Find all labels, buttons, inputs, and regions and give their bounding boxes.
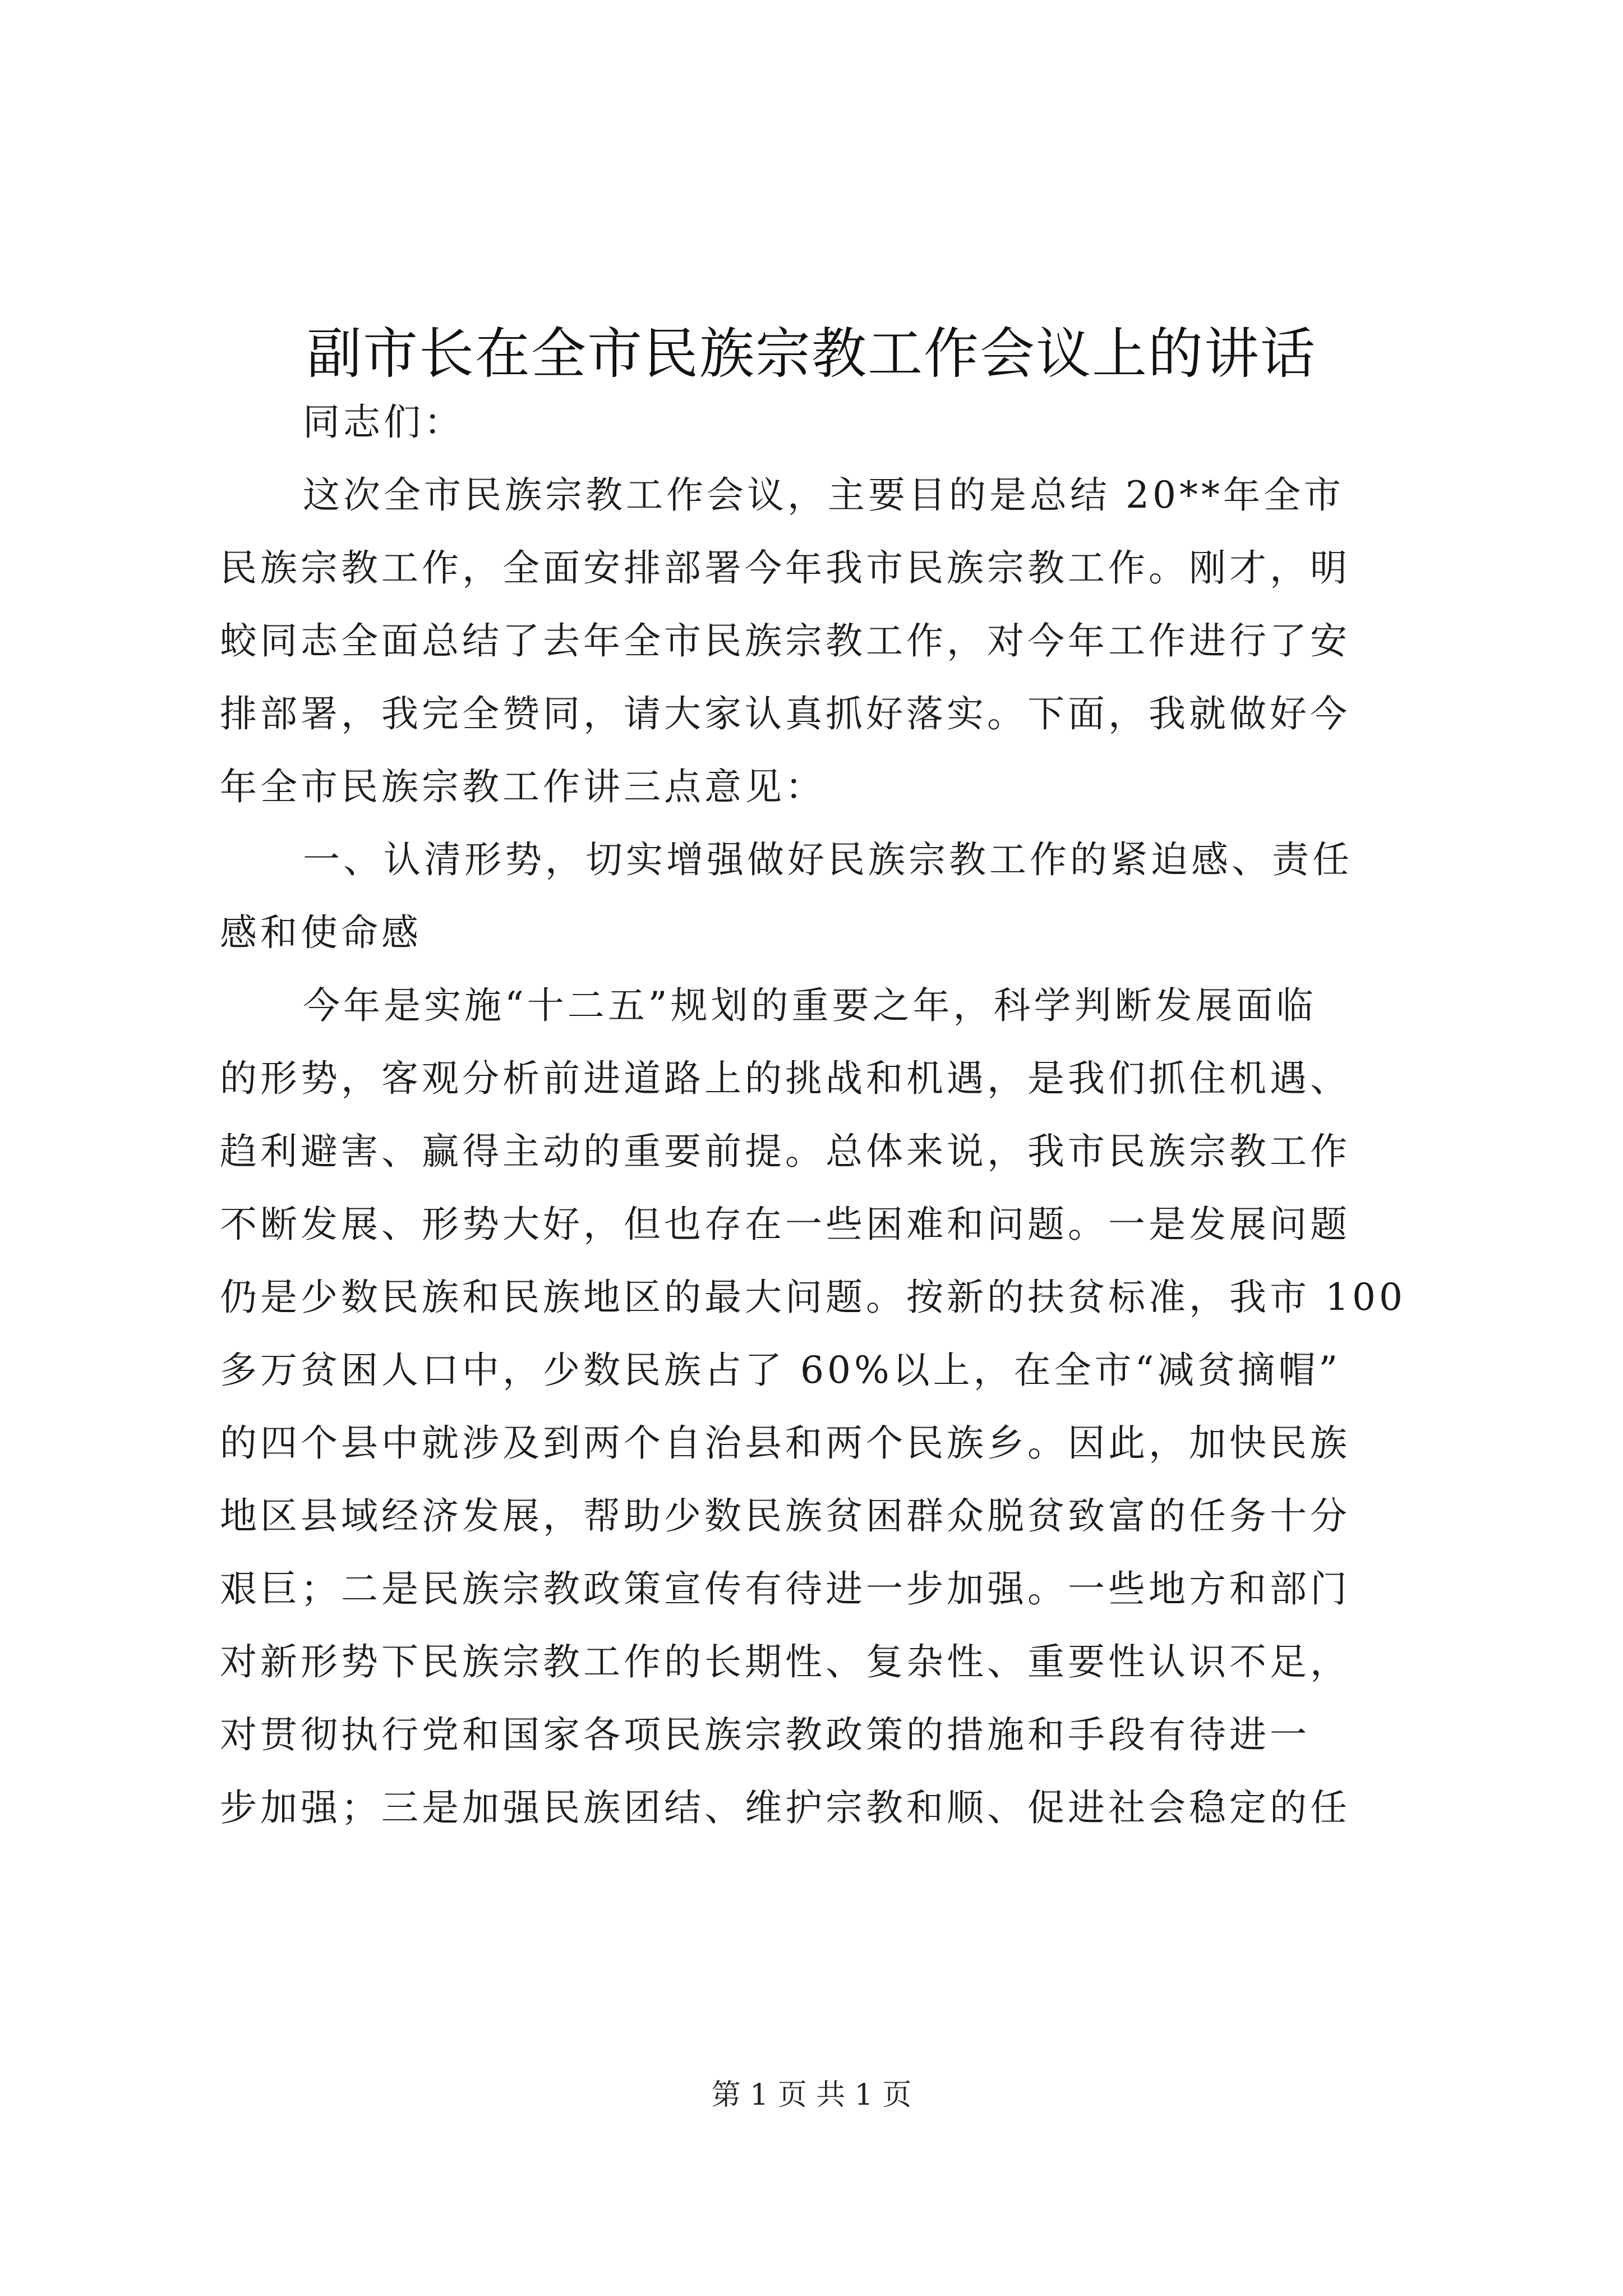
text-line: 一、认清形势，切实增强做好民族宗教工作的紧迫感、责任 bbox=[303, 838, 1353, 881]
text-line: 地区县域经济发展，帮助少数民族贫困群众脱贫致富的任务十分 bbox=[220, 1494, 1350, 1538]
text-line: 仍是少数民族和民族地区的最大问题。按新的扶贫标准，我市 100 bbox=[220, 1276, 1406, 1319]
text-line: 对新形势下民族宗教工作的长期性、复杂性、重要性认识不足， bbox=[220, 1640, 1350, 1683]
text-line: 步加强；三是加强民族团结、维护宗教和顺、促进社会稳定的任 bbox=[220, 1786, 1350, 1829]
text-line: 同志们： bbox=[303, 401, 464, 444]
text-line: 感和使命感 bbox=[220, 911, 422, 954]
document-title: 副市长在全市民族宗教工作会议上的讲话 bbox=[306, 321, 1316, 386]
text-line: 的形势，客观分析前进道路上的挑战和机遇，是我们抓住机遇、 bbox=[220, 1057, 1350, 1100]
document-body bbox=[220, 386, 1408, 1844]
page-footer: 第 1 页 共 1 页 bbox=[711, 2078, 912, 2112]
text-line: 排部署，我完全赞同，请大家认真抓好落实。下面，我就做好今 bbox=[220, 692, 1350, 735]
text-line: 对贯彻执行党和国家各项民族宗教政策的措施和手段有待进一 bbox=[220, 1713, 1310, 1756]
text-line: 今年是实施“十二五”规划的重要之年，科学判断发展面临 bbox=[303, 984, 1317, 1027]
text-line: 艰巨；二是民族宗教政策宣传有待进一步加强。一些地方和部门 bbox=[220, 1567, 1350, 1611]
text-line: 蛟同志全面总结了去年全市民族宗教工作，对今年工作进行了安 bbox=[220, 619, 1350, 662]
text-line: 趋利避害、赢得主动的重要前提。总体来说，我市民族宗教工作 bbox=[220, 1130, 1350, 1173]
text-line: 年全市民族宗教工作讲三点意见： bbox=[220, 765, 826, 808]
text-line: 这次全市民族宗教工作会议，主要目的是总结 20**年全市 bbox=[303, 473, 1344, 517]
text-line: 的四个县中就涉及到两个自治县和两个民族乡。因此，加快民族 bbox=[220, 1421, 1350, 1465]
text-line: 多万贫困人口中，少数民族占了 60%以上，在全市“减贫摘帽” bbox=[220, 1349, 1341, 1392]
text-line: 不断发展、形势大好，但也存在一些困难和问题。一是发展问题 bbox=[220, 1203, 1350, 1246]
text-line: 民族宗教工作，全面安排部署今年我市民族宗教工作。刚才，明 bbox=[220, 546, 1350, 590]
